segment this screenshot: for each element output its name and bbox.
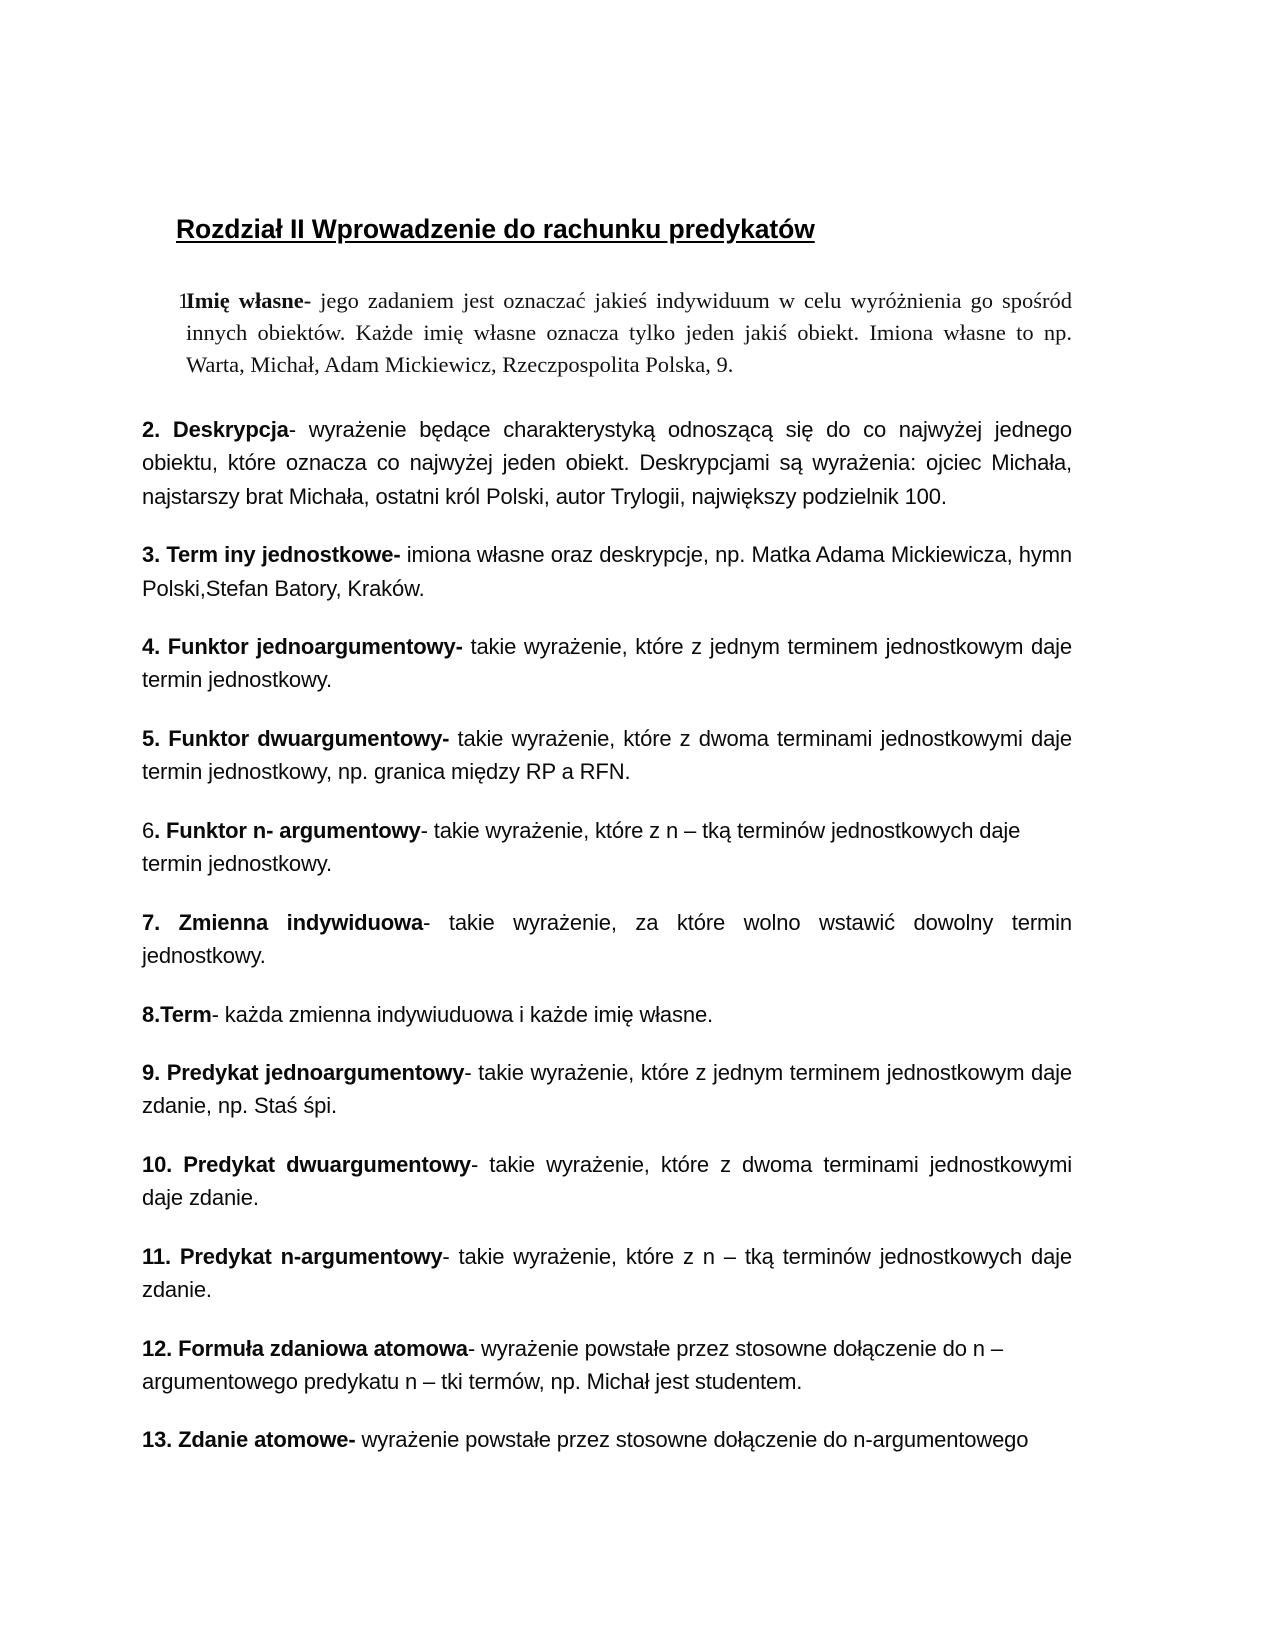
list-item	[142, 1423, 1072, 1456]
list-item	[142, 998, 1072, 1031]
list-item-term: Deskrypcja	[172, 416, 289, 442]
list-item	[142, 1240, 1072, 1307]
list-item-term: Zdanie atomowe-	[178, 1427, 356, 1453]
list-item-term: Zmienna indywiduowa	[178, 909, 424, 935]
list-item-marker: 5.	[142, 725, 169, 751]
list-item-marker: 12.	[142, 1335, 179, 1361]
list-item-term: . Funktor n- argumentowy	[154, 817, 421, 843]
list-item-text: takie wyrażenie, które z dwoma terminami jednostkowymi daje termin jednostkowy, np. granica między RP a RFN.	[142, 725, 1072, 785]
list-item-text: - takie wyrażenie, które z n – tką terminów jednostkowych daje termin jednostkowy.	[142, 817, 1021, 877]
list-item-marker: 10.	[142, 1151, 184, 1177]
list-item-marker: 9.	[142, 1059, 167, 1085]
list-item	[142, 285, 1072, 381]
list-item-term: Term	[160, 1001, 212, 1027]
list-item-body	[186, 285, 1072, 381]
list-item-text: - takie wyrażenie, które z jednym terminem jednostkowym daje zdanie, np. Staś śpi.	[142, 1059, 1072, 1119]
document-body	[142, 285, 1072, 1482]
list-item-text: - każda zmienna indywiuduowa i każde imię własne.	[211, 1001, 713, 1027]
list-item-text: wyrażenie powstałe przez stosowne dołączenie do n-argumentowego	[355, 1427, 1029, 1453]
list-item-marker: 4.	[142, 634, 168, 659]
list-item-text: - wyrażenie będące charakterystyką odnoszącą się do co najwyżej jednego obiektu, które oznacza co najwyżej jeden obiekt. Deskrypcjami są wyrażenia: ojciec Michała, najstarszy brat Michała, ostatni król Polski, autor Trylogii, największy podzielnik 100.	[142, 416, 1073, 509]
list-item-marker: 13.	[142, 1427, 179, 1453]
list-item-term: Formuła zdaniowa atomowa	[178, 1335, 468, 1361]
list-item-marker: 2.	[142, 416, 173, 442]
list-item-text: - takie wyrażenie, za które wolno wstawić dowolny termin jednostkowy.	[142, 909, 1072, 969]
list-item	[142, 538, 1072, 605]
list-item	[142, 413, 1072, 513]
list-item-text: jego zadaniem jest oznaczać jakieś indywiduum w celu wyróżnienia go spośród innych obiektów. Każde imię własne oznacza tylko jeden jakiś obiekt. Imiona własne to np. Warta, Michał, Adam Mickiewicz, Rzeczpospolita Polska, 9.	[186, 288, 1072, 377]
list-item-term: Funktor dwuargumentowy-	[168, 725, 450, 751]
list-item-marker: 6	[142, 817, 155, 843]
list-item-marker: 11.	[142, 1243, 180, 1269]
list-item-marker: 1	[178, 288, 190, 313]
list-item-term: Predykat n-argumentowy	[179, 1243, 443, 1269]
list-item-text: imiona własne oraz deskrypcje, np. Matka Adama Mickiewicza, hymn Polski,Stefan Batory, Kraków.	[142, 542, 1072, 601]
list-item-marker: 8.	[142, 1001, 161, 1027]
list-item-text: - takie wyrażenie, które z n – tką terminów jednostkowych daje zdanie.	[142, 1243, 1072, 1303]
list-item-marker: 3.	[142, 542, 167, 568]
list-item-text: - takie wyrażenie, które z dwoma terminami jednostkowymi daje zdanie.	[142, 1151, 1072, 1211]
list-item-term: Term iny jednostkowe-	[166, 542, 401, 568]
list-item	[142, 1332, 1072, 1399]
list-item-term: Imię własne-	[186, 288, 312, 313]
list-item-term: Predykat dwuargumentowy	[183, 1151, 471, 1177]
list-item	[142, 1148, 1072, 1215]
list-item-text: - wyrażenie powstałe przez stosowne dołączenie do n – argumentowego predykatu n – tki termów, np. Michał jest studentem.	[142, 1335, 1003, 1394]
list-item	[142, 906, 1072, 973]
list-item	[142, 630, 1072, 697]
list-item-term: Predykat jednoargumentowy	[166, 1059, 465, 1085]
list-item-term: Funktor jednoargumentowy-	[167, 634, 463, 659]
list-item-marker: 7.	[142, 909, 179, 935]
list-item	[142, 814, 1072, 881]
list-item	[142, 1056, 1072, 1123]
list-item-text: takie wyrażenie, które z jednym terminem jednostkowym daje termin jednostkowy.	[142, 634, 1072, 693]
page-title: Rozdział II Wprowadzenie do rachunku predykatów	[176, 213, 815, 244]
list-item	[142, 722, 1072, 789]
